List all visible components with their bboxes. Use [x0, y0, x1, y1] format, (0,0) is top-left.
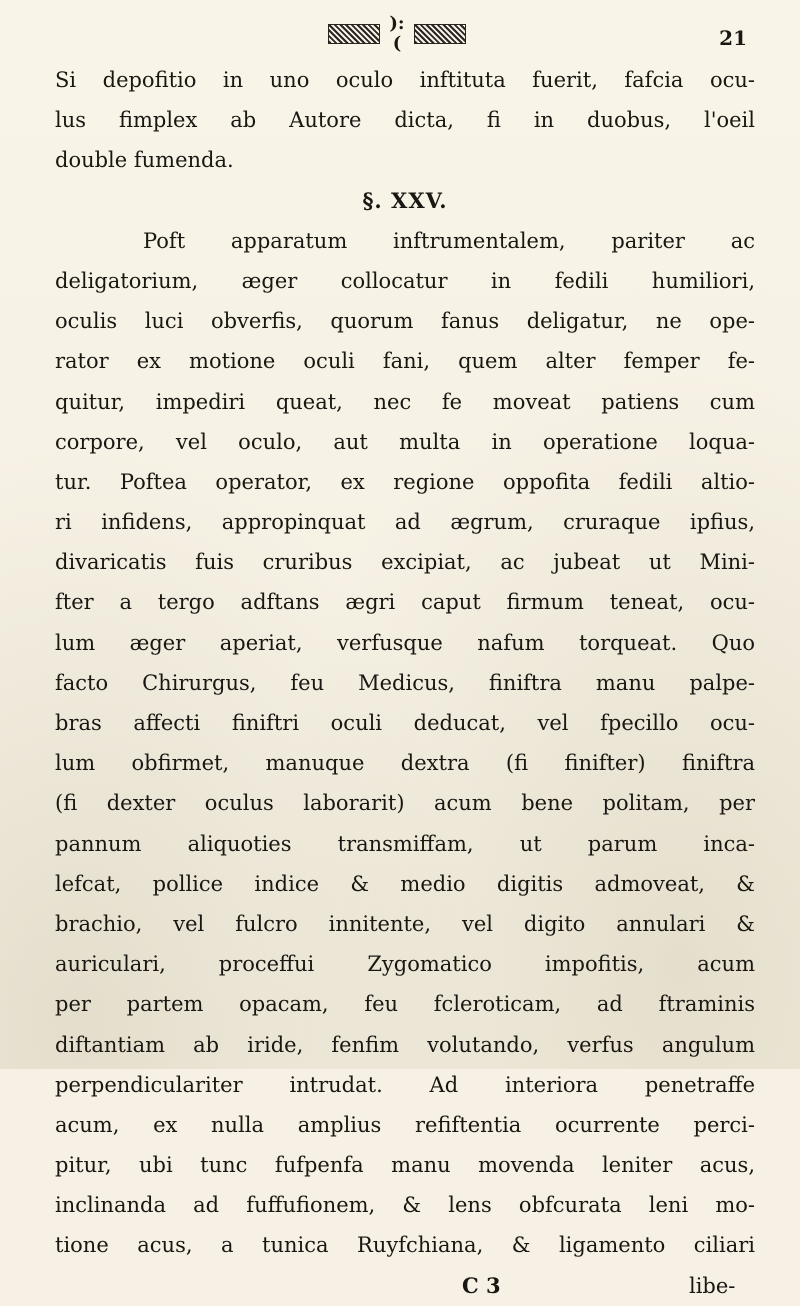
- text-line: quitur, impediri queat, nec fe moveat patiens cum: [55, 389, 755, 414]
- text-line: (fi dexter oculus laborarit) acum bene politam, per: [55, 791, 755, 816]
- text-line: corpore, vel oculo, aut multa in operatione loqua-: [55, 429, 755, 454]
- text-line: lefcat, pollice indice & medio digitis admoveat, &: [55, 871, 755, 896]
- body-text: [55, 60, 755, 1306]
- text-line: oculis luci obverfis, quorum fanus deligatur, ne ope-: [55, 309, 755, 334]
- text-line: Poft apparatum inftrumentalem, pariter ac: [143, 228, 755, 253]
- section-heading: §. XXV.: [362, 187, 448, 213]
- page-number: 21: [719, 26, 747, 50]
- text-line: lus fimplex ab Autore dicta, fi in duobus, l'oeil: [55, 108, 755, 133]
- text-line: perpendiculariter intrudat. Ad interiora penetraffe: [55, 1072, 755, 1097]
- text-line: pannum aliquoties transmiffam, ut parum inca-: [55, 831, 755, 856]
- text-line: divaricatis fuis cruribus excipiat, ac jubeat ut Mini-: [55, 550, 755, 575]
- ornament-center-mark: ):(: [389, 13, 405, 54]
- text-line: fter a tergo adftans ægri caput firmum teneat, ocu-: [55, 590, 755, 615]
- text-line: Si depofitio in uno oculo inftituta fuerit, fafcia ocu-: [55, 68, 755, 92]
- text-line: brachio, vel fulcro innitente, vel digito annulari &: [55, 911, 755, 936]
- header-ornament: [328, 13, 466, 54]
- running-header: [0, 14, 800, 54]
- text-line: facto Chirurgus, feu Medicus, finiftra manu palpe-: [55, 670, 755, 695]
- footer-line: [55, 1266, 755, 1306]
- text-line: pitur, ubi tunc fufpenfa manu movenda leniter acus,: [55, 1153, 755, 1178]
- text-line: diftantiam ab iride, fenfim volutando, verfus angulum: [55, 1032, 755, 1057]
- text-line: rator ex motione oculi fani, quem alter femper fe-: [55, 349, 755, 374]
- catchword: libe-: [689, 1273, 736, 1298]
- text-line: lum æger aperiat, verfusque nafum torqueat. Quo: [55, 630, 755, 655]
- text-line: tur. Poftea operator, ex regione oppofita fedili altio-: [55, 469, 755, 494]
- text-line: acum, ex nulla amplius refiftentia ocurrente perci-: [55, 1112, 755, 1137]
- signature-mark: C 3: [462, 1272, 501, 1298]
- text-line: deligatorium, æger collocatur in fedili humiliori,: [55, 268, 755, 293]
- text-line: per partem opacam, feu fcleroticam, ad ftraminis: [55, 992, 755, 1017]
- text-line: inclinanda ad fuffufionem, & lens obfcurata leni mo-: [55, 1193, 755, 1218]
- text-line: tione acus, a tunica Ruyfchiana, & ligamento ciliari: [55, 1233, 755, 1258]
- text-line: bras affecti finiftri oculi deducat, vel fpecillo ocu-: [55, 711, 755, 735]
- text-line: lum obfirmet, manuque dextra (fi finifter) finiftra: [55, 751, 755, 776]
- ornament-left-block: [328, 24, 380, 44]
- text-line: double fumenda.: [55, 148, 234, 173]
- text-line: auriculari, proceffui Zygomatico impofitis, acum: [55, 952, 755, 977]
- text-line: ri infidens, appropinquat ad ægrum, cruraque ipfius,: [55, 510, 755, 535]
- ornament-right-block: [414, 24, 466, 44]
